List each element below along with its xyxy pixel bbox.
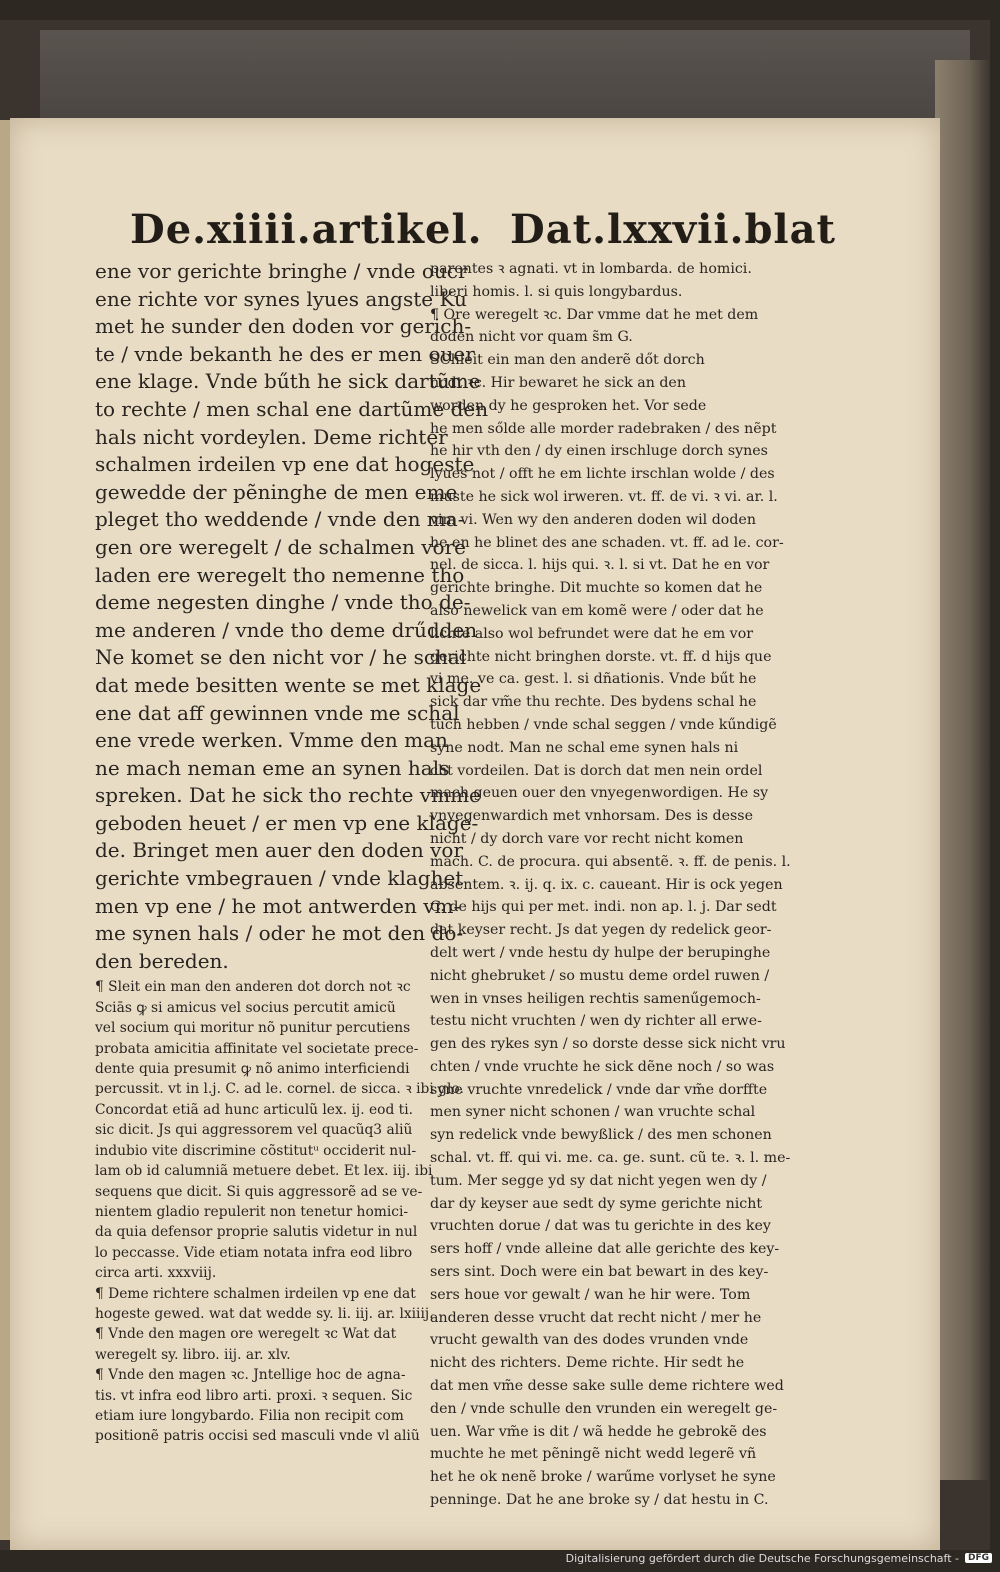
text-line: men vp ene / he mot antwerden vm- — [95, 893, 461, 918]
text-line: circa arti. xxxviij. — [95, 1265, 217, 1282]
text-line: den bereden. — [95, 948, 229, 973]
text-line: schal. vt. ff. qui vi. me. ca. ge. sunt. cũ te. ꝛ. l. me- — [430, 1150, 791, 1167]
text-line: nicht / dy dorch vare vor recht nicht komen — [430, 830, 744, 847]
running-head-right: Dat.lxxvii.blat — [510, 206, 837, 253]
text-line: uen. War vm̃e is dit / wã hedde he gebrokẽ des — [430, 1423, 767, 1440]
dfg-logo: DFG — [965, 1553, 992, 1563]
text-line: vel socium qui moritur nõ punitur percutiens — [95, 1020, 411, 1037]
text-line: sequens que dicit. Si quis aggressorẽ ad se ve- — [95, 1183, 423, 1200]
text-line: vruchten dorue / dat was tu gerichte in des key — [430, 1218, 771, 1235]
left-gloss-text — [95, 977, 464, 1446]
text-line: ¶ Deme richtere schalmen irdeilen vp ene dat — [95, 1285, 416, 1302]
text-line: worden dy he gesproken het. Vor sede — [430, 397, 707, 414]
text-line: sick dar vm̃e thu rechte. Des bydens schal he — [430, 694, 757, 711]
text-line: gerichte vmbegrauen / vnde klaghet — [95, 866, 464, 891]
text-line: gerichte bringhe. Dit muchte so komen dat he — [430, 580, 763, 597]
text-line: laden ere weregelt tho nemenne tho — [95, 562, 465, 587]
text-line: vi me. ve ca. gest. l. si dñationis. Vnde bűt he — [430, 671, 757, 688]
text-line: indubio vite discrimine cõstitutᵘ occiderit nul- — [95, 1142, 417, 1159]
text-line: wen in vnses heiligen rechtis samenűgemoch- — [430, 990, 761, 1007]
text-line: syne nodt. Man ne schal eme synen hals ni — [430, 739, 739, 756]
text-line: dat mede besitten wente se met klage — [95, 672, 482, 697]
text-line: gerichte nicht bringhen dorste. vt. ff. d hijs que — [430, 648, 772, 665]
text-line: het he ok nenẽ broke / warűme vorlyset he syne — [430, 1469, 776, 1486]
text-line: etiam iure longybardo. Filia non recipit com — [95, 1407, 404, 1424]
text-line: to rechte / men schal ene dartũme den — [95, 396, 489, 421]
text-line: vrucht gewalth van des dodes vrunden vnde — [430, 1332, 749, 1349]
text-line: den / vnde schulle den vrunden ein weregelt ge- — [430, 1400, 778, 1417]
text-line: ¶ Vnde den magen ꝛc. Jntellige hoc de agna- — [95, 1367, 406, 1384]
text-line: sers sint. Doch were ein bat bewart in des key- — [430, 1264, 769, 1281]
text-line: syn redelick vnde bewyßlick / des men schonen — [430, 1127, 772, 1144]
text-line: ene dat aff gewinnen vnde me schal — [95, 700, 460, 725]
digitization-footer — [566, 1550, 1000, 1566]
text-line: tuch hebben / vnde schal seggen / vnde kűndigẽ — [430, 716, 777, 733]
book-page-edges-side — [935, 60, 990, 1480]
text-line: tis. vt infra eod libro arti. proxi. ꝛ sequen. Sic — [95, 1387, 413, 1404]
text-line: spreken. Dat he sick tho rechte vmme — [95, 783, 481, 808]
running-head-left: De.xiiii.artikel. — [130, 206, 483, 253]
text-line: lichte also wol befrundet were dat he em vor — [430, 625, 754, 642]
text-line: positionẽ patris occisi sed masculi vnde vl aliũ — [95, 1428, 420, 1445]
text-line: lyues not / offt he em lichte irschlan wolde / des — [430, 466, 775, 483]
text-line: muchte he met pẽningẽ nicht wedd legerẽ vñ — [430, 1446, 757, 1463]
book-page — [10, 118, 940, 1550]
text-line: parentes ꝛ agnati. vt in lombarda. de homici. — [430, 261, 752, 277]
text-line: anderen desse vrucht dat recht nicht / mer he — [430, 1309, 762, 1326]
text-line: syne vruchte vnredelick / vnde dar vm̃e dorffte — [430, 1081, 768, 1098]
text-line: schalmen irdeilen vp ene dat hogeste — [95, 452, 475, 477]
text-line: SChleit ein man den anderẽ dőt dorch — [430, 352, 705, 369]
text-line: me anderen / vnde tho deme drűdden — [95, 617, 478, 642]
text-line: also newelick van em komẽ were / oder dat he — [430, 602, 764, 619]
text-line: ene vor gerichte bringhe / vnde oucr — [95, 259, 468, 283]
text-line: sers hoff / vnde alleine dat alle gerichte des key- — [430, 1241, 780, 1258]
text-line: absentem. ꝛ. ij. q. ix. c. caueant. Hir is ock yegen — [430, 876, 783, 893]
text-line: nel. de sicca. l. hijs qui. ꝛ. l. si vt. Dat he en vor — [430, 557, 770, 574]
text-line: nodt ꝛc. Hir bewaret he sick an den — [430, 374, 686, 391]
text-line: mach. C. de procura. qui absentẽ. ꝛ. ff. de penis. l. — [430, 853, 791, 870]
text-line: dente quia presumit ꝙ nõ animo interficiendi — [95, 1061, 410, 1078]
text-line: cht vordeilen. Dat is dorch dat men nein ordel — [430, 762, 763, 779]
text-line: vnyegenwardich met vnhorsam. Des is desse — [430, 808, 753, 825]
text-line: Ne komet se den nicht vor / he schal — [95, 645, 467, 670]
text-line: sic dicit. Js qui aggressorem vel quacũq3 aliũ — [95, 1122, 413, 1139]
text-line: met he sunder den doden vor gerich- — [95, 314, 472, 339]
text-line: gewedde der pẽninghe de men eme — [95, 479, 458, 504]
text-line: hals nicht vordeylen. Deme richter — [95, 424, 448, 449]
text-line: Sciās ꝙ si amicus vel socius percutit amicũ — [95, 999, 396, 1016]
text-line: ene vrede werken. Vmme den man — [95, 728, 448, 753]
text-line: me synen hals / oder he mot den do- — [95, 921, 464, 946]
text-line: nientem gladio repulerit non tenetur homici- — [95, 1203, 409, 1220]
text-line: nicht ghebruket / so mustu deme ordel ruwen / — [430, 967, 770, 984]
text-line: percussit. vt in l.j. C. ad le. cornel. de sicca. ꝛ ibi glo. — [95, 1081, 464, 1098]
text-line: de. Bringet men auer den doden vor — [95, 838, 464, 863]
left-column — [95, 258, 489, 1447]
text-line: muste he sick wol irweren. vt. ff. de vi. ꝛ vi. ar. l. — [430, 488, 778, 505]
text-line: dat keyser recht. Js dat yegen dy redelick geor- — [430, 922, 772, 939]
text-line: chten / vnde vruchte he sick dẽne noch / so was — [430, 1058, 775, 1075]
text-line: weregelt sy. libro. iij. ar. xlv. — [95, 1346, 291, 1363]
text-line: pleget tho weddende / vnde den ma- — [95, 507, 465, 532]
text-line: dar dy keyser aue sedt dy syme gerichte nicht — [430, 1195, 763, 1212]
text-line: penninge. Dat he ane broke sy / dat hestu in C. — [430, 1492, 769, 1509]
text-line: lam ob id calumniã metuere debet. Et lex. iij. ibi — [95, 1163, 433, 1180]
text-line: C. de hijs qui per met. indi. non ap. l. j. Dar sedt — [430, 899, 777, 916]
text-line: hogeste gewed. wat dat wedde sy. li. iij. ar. lxiiij. — [95, 1305, 434, 1322]
text-line: deme negesten dinghe / vnde tho de- — [95, 590, 471, 615]
text-line: ¶ Ore weregelt ꝛc. Dar vmme dat he met dem — [430, 306, 759, 323]
text-line: gen ore weregelt / de schalmen vore — [95, 534, 466, 559]
text-line: geboden heuet / er men vp ene klage- — [95, 810, 479, 835]
text-line: delt wert / vnde hestu dy hulpe der berupinghe — [430, 944, 771, 961]
text-line: men syner nicht schonen / wan vruchte schal — [430, 1104, 756, 1121]
text-line: dat men vm̃e desse sake sulle deme richtere wed — [430, 1378, 784, 1395]
text-line: he hir vth den / dy einen irschluge dorch synes — [430, 443, 768, 460]
text-line: da quia defensor proprie salutis videtur in nul — [95, 1224, 418, 1241]
text-line: Concordat etiã ad hunc articulũ lex. ij. eod ti. — [95, 1101, 414, 1118]
text-line: ¶ Vnde den magen ore weregelt ꝛc Wat dat — [95, 1326, 397, 1343]
text-line: probata amicitia affinitate vel societate prece- — [95, 1040, 419, 1057]
text-line: he en he blinet des ane schaden. vt. ff. ad le. cor- — [430, 534, 784, 551]
book-page-edges-top — [40, 30, 970, 125]
text-line: testu nicht vruchten / wen dy richter all erwe- — [430, 1013, 762, 1030]
facing-page-edge — [0, 120, 10, 1540]
text-line: doden nicht vor quam s̃m G. — [430, 329, 633, 346]
text-line: tum. Mer segge yd sy dat nicht yegen wen dy / — [430, 1172, 767, 1189]
text-line: ene klage. Vnde bűth he sick dartũme — [95, 369, 481, 394]
text-line: sers houe vor gewalt / wan he hir were. Tom — [430, 1286, 751, 1303]
text-line: te / vnde bekanth he des er men ouer — [95, 341, 475, 366]
footer-credit: Digitalisierung gefördert durch die Deutsche Forschungsgemeinschaft - — [565, 1551, 959, 1565]
right-column — [430, 258, 790, 1512]
text-line: vim vi. Wen wy den anderen doden wil doden — [430, 511, 756, 528]
text-line: nicht des richters. Deme richte. Hir sedt he — [430, 1355, 745, 1372]
text-line: he men sőlde alle morder radebraken / des nẽpt — [430, 420, 777, 437]
text-line: ¶ Sleit ein man den anderen dot dorch not ꝛc — [95, 979, 411, 996]
text-line: liberi homis. l. si quis longybardus. — [430, 283, 683, 300]
text-line: mach geuen ouer den vnyegenwordigen. He sy — [430, 785, 769, 802]
text-line: ne mach neman eme an synen hals — [95, 755, 450, 780]
text-line: ene richte vor synes lyues angste Ku — [95, 286, 467, 311]
text-line: gen des rykes syn / so dorste desse sick nicht vru — [430, 1036, 786, 1053]
text-line: lo peccasse. Vide etiam notata infra eod libro — [95, 1244, 413, 1261]
left-main-text — [95, 258, 489, 975]
